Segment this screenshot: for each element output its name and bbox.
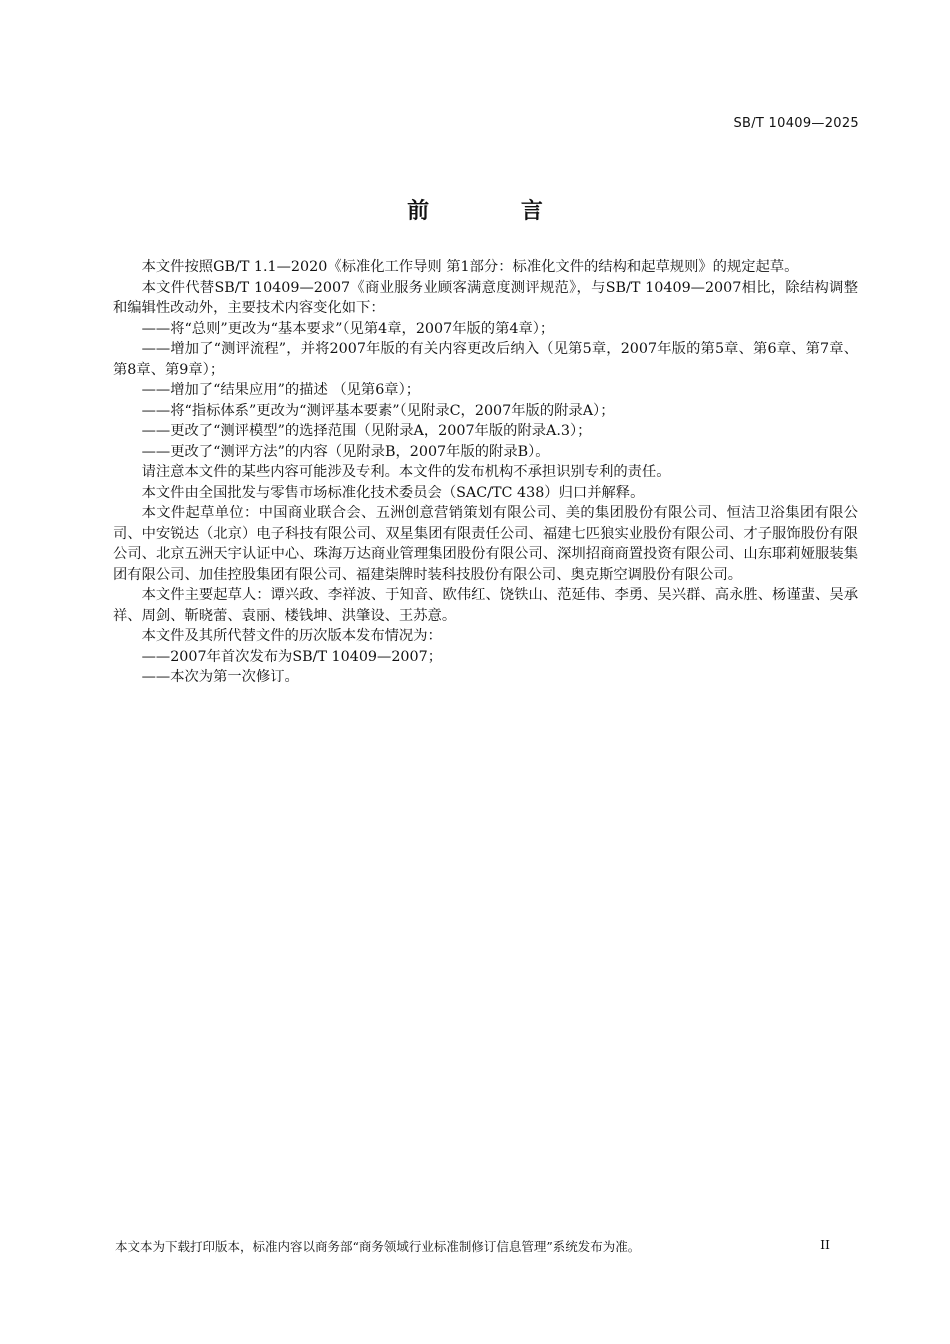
standard-code: SB/T 10409—2025 (733, 116, 859, 131)
foreword-body (113, 257, 858, 688)
change-item-process: ——增加了“测评流程”，并将2007年版的有关内容更改后纳入（见第5章，2007年版的第5章、第6章、第7章、第8章、第9章）； (113, 341, 858, 378)
page-number: II (820, 1237, 830, 1252)
paragraph-patent-notice: 请注意本文件的某些内容可能涉及专利。本文件的发布机构不承担识别专利的责任。 (141, 464, 671, 480)
paragraph-drafters: 本文件主要起草人：谭兴政、李祥波、于知音、欧伟红、饶铁山、范延伟、李勇、吴兴群、高永胜、杨谨蜚、吴承祥、周剑、靳晓蕾、袁丽、楼钱坤、洪肇设、王苏意。 (113, 587, 858, 624)
paragraph-version-history: 本文件及其所代替文件的历次版本发布情况为： (141, 628, 442, 644)
paragraph-committee: 本文件由全国批发与零售市场标准化技术委员会（SAC/TC 438）归口并解释。 (141, 484, 645, 501)
paragraph-replacement: 本文件代替SB/T 10409—2007《商业服务业顾客满意度测评规范》，与SB/T 10409—2007相比，除结构调整和编辑性改动外，主要技术内容变化如下： (113, 279, 858, 316)
change-item-requirements: ——将“总则”更改为“基本要求”（见第4章，2007年版的第4章）； (141, 320, 555, 337)
page-title: 前 言 (407, 199, 585, 224)
history-item-revision: ——本次为第一次修订。 (141, 669, 299, 685)
history-item-first-release: ——2007年首次发布为SB/T 10409—2007； (141, 648, 443, 665)
change-item-result-application: ——增加了“结果应用”的描述 （见第6章）； (141, 382, 421, 398)
footer-note: 本文本为下载打印版本，标准内容以商务部“商务领域行业标准制修订信息管理”系统发布为准。 (115, 1239, 641, 1254)
change-item-model: ——更改了“测评模型”的选择范围（见附录A，2007年版的附录A.3）； (141, 423, 592, 439)
paragraph-drafting-units: 本文件起草单位：中国商业联合会、五洲创意营销策划有限公司、美的集团股份有限公司、恒洁卫浴集团有限公司、中安锐达（北京）电子科技有限公司、双星集团有限责任公司、福建七匹狼实业股份有限公司、才子服饰股份有限公司、北京五洲天宇认证中心、珠海万达商业管理集团股份有限公司、深圳招商商置投资有限公司、山东耶莉娅服装集团有限公司、加佳控股集团有限公司、福建柒牌时装科技股份有限公司、奥克斯空调股份有限公司。 (113, 505, 858, 583)
change-item-method: ——更改了“测评方法”的内容（见附录B，2007年版的附录B）。 (141, 443, 550, 460)
change-item-elements: ——将“指标体系”更改为“测评基本要素”（见附录C，2007年版的附录A）； (141, 402, 615, 419)
paragraph-drafting-rules: 本文件按照GB/T 1.1—2020《标准化工作导则 第1部分：标准化文件的结构和起草规则》的规定起草。 (141, 259, 799, 275)
